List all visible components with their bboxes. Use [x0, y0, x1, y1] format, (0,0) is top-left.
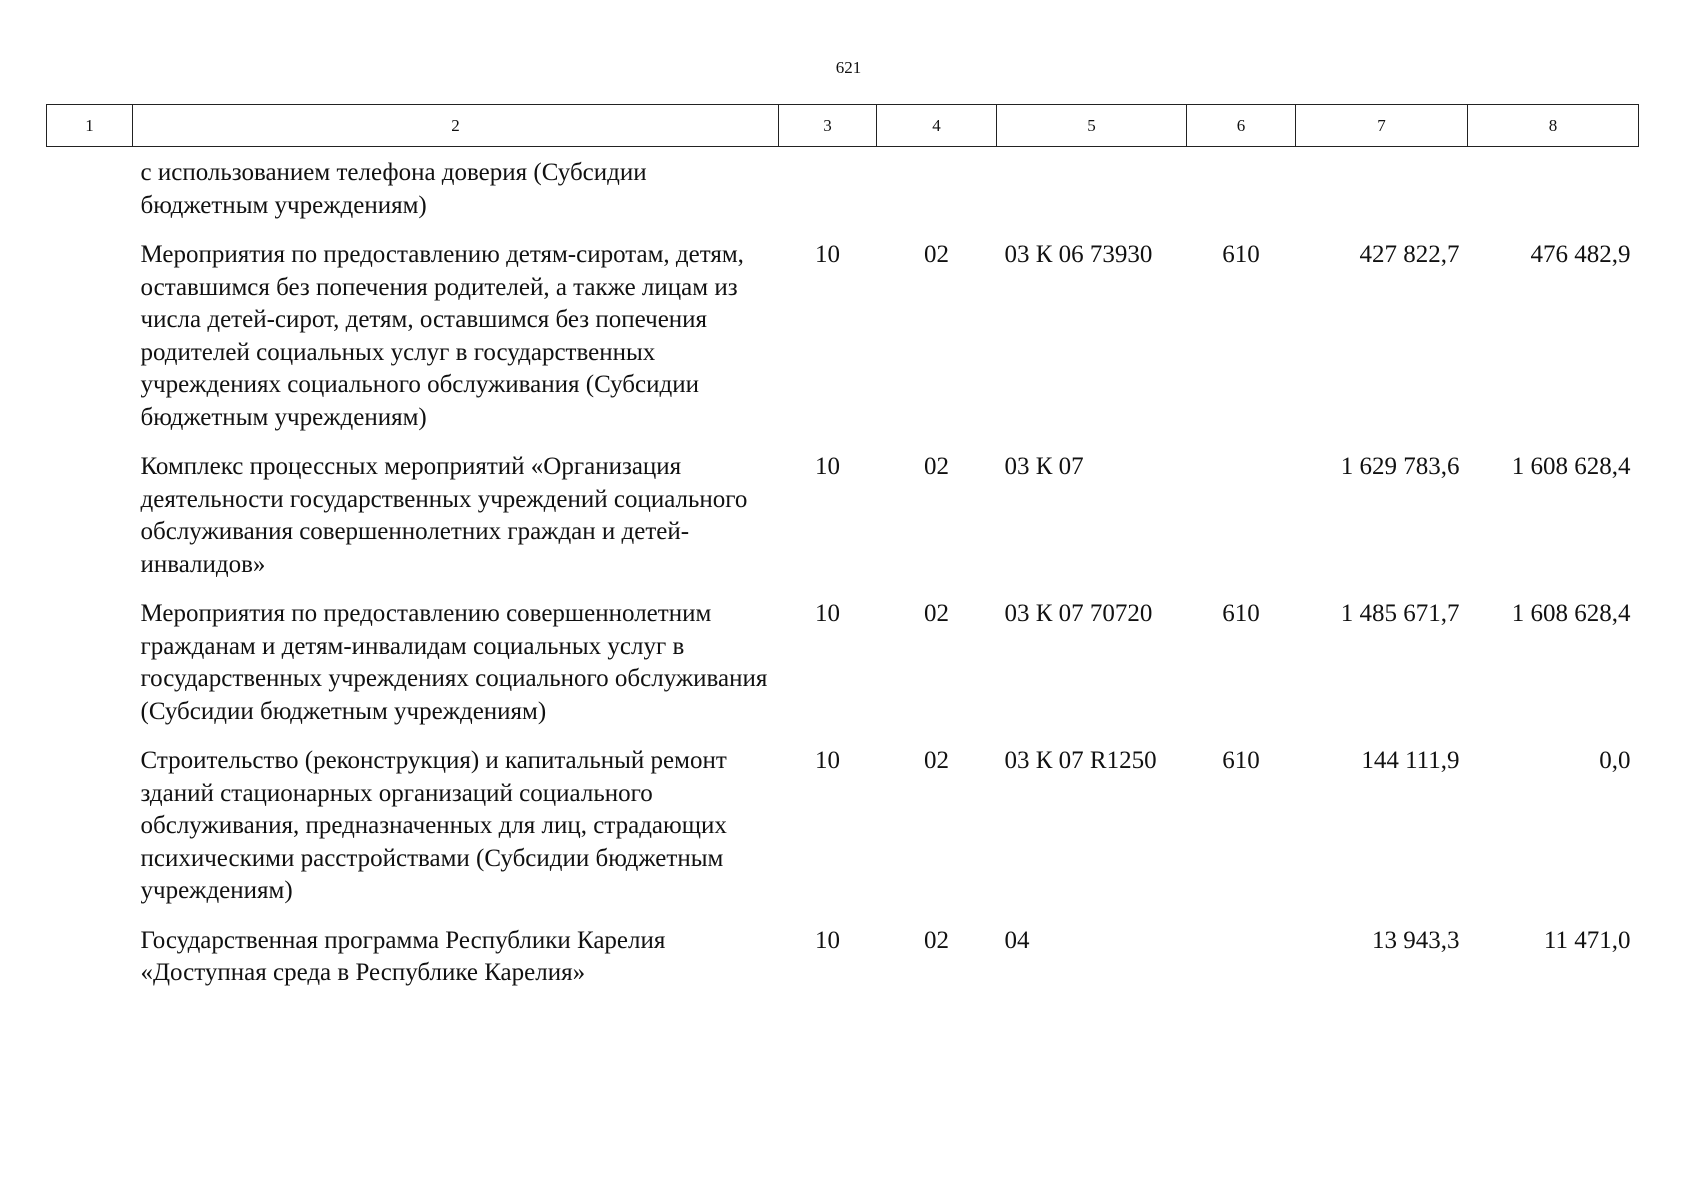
table-row — [47, 451, 1639, 598]
cell-amount-1 — [1296, 147, 1468, 240]
column-header: 2 — [133, 105, 779, 147]
cell-subsection — [877, 147, 997, 240]
cell-description: Мероприятия по предоставлению детям-сиротам, детям, оставшимся без попечения родителей, а также лицам из числа детей-сирот, детям, оставшимся без попечения родителей социальных услуг в государственных учреждениях социального обслуживания (Субсидии бюджетным учреждениям) — [140, 241, 744, 431]
column-header: 4 — [877, 105, 997, 147]
cell-section — [779, 147, 877, 240]
table-row — [47, 147, 1639, 240]
cell-amount-2: 1 608 628,4 — [1511, 453, 1631, 480]
cell-amount-1: 13 943,3 — [1372, 926, 1460, 954]
cell-col1 — [47, 147, 133, 240]
column-header: 3 — [779, 105, 877, 147]
cell-description: Строительство (реконструкция) и капитальный ремонт зданий стационарных организаций социального обслуживания, предназначенных для лиц, страдающих психическими расстройствами (Субсидии бюджетным учреждениям) — [140, 747, 727, 904]
cell-amount-1: 1 485 671,7 — [1340, 600, 1460, 627]
cell-section: 10 — [815, 747, 840, 774]
column-header: 8 — [1468, 105, 1639, 147]
cell-col1 — [47, 598, 133, 745]
table-row — [47, 745, 1639, 925]
cell-description: с использованием телефона доверия (Субсидии бюджетным учреждениям) — [140, 159, 647, 219]
cell-expense-type — [1187, 451, 1296, 598]
cell-col1 — [47, 925, 133, 1007]
table-row — [47, 598, 1639, 745]
cell-expense-type: 610 — [1222, 600, 1260, 627]
cell-description: Мероприятия по предоставлению совершеннолетним гражданам и детям-инвалидам социальных услуг в государственных учреждениях социального обслуживания (Субсидии бюджетным учреждениям) — [140, 600, 768, 725]
cell-description: Комплекс процессных мероприятий «Организация деятельности государственных учреждений социального обслуживания совершеннолетних граждан и детей-инвалидов» — [140, 453, 748, 578]
cell-target-article: 03 К 07 70720 — [1004, 600, 1153, 627]
cell-subsection: 02 — [924, 926, 949, 954]
table-row — [47, 925, 1639, 1007]
cell-section: 10 — [815, 453, 840, 480]
column-number-header-row — [47, 105, 1639, 147]
cell-target-article — [997, 147, 1187, 240]
cell-amount-2: 0,0 — [1599, 747, 1631, 774]
cell-target-article: 03 К 07 — [1004, 453, 1084, 480]
budget-table — [46, 104, 1639, 1007]
cell-amount-2: 476 482,9 — [1530, 241, 1631, 268]
cell-subsection: 02 — [924, 241, 949, 268]
cell-expense-type — [1187, 147, 1296, 240]
cell-amount-1: 144 111,9 — [1361, 747, 1460, 774]
cell-target-article: 03 К 07 R1250 — [1004, 747, 1157, 774]
cell-description: Государственная программа Республики Карелия «Доступная среда в Республике Карелия» — [140, 926, 666, 986]
cell-section: 10 — [815, 926, 840, 954]
column-header: 5 — [997, 105, 1187, 147]
cell-section: 10 — [815, 600, 840, 627]
table-row — [47, 239, 1639, 451]
cell-amount-1: 1 629 783,6 — [1340, 453, 1460, 480]
cell-section: 10 — [815, 241, 840, 268]
cell-amount-2: 11 471,0 — [1543, 926, 1631, 954]
cell-subsection: 02 — [924, 453, 949, 480]
cell-col1 — [47, 745, 133, 925]
cell-subsection: 02 — [924, 747, 949, 774]
column-header: 1 — [47, 105, 133, 147]
cell-amount-2 — [1468, 147, 1639, 240]
cell-col1 — [47, 451, 133, 598]
cell-col1 — [47, 239, 133, 451]
page-number: 621 — [835, 58, 862, 77]
cell-target-article: 03 К 06 73930 — [1004, 241, 1153, 268]
column-header: 7 — [1296, 105, 1468, 147]
cell-amount-2: 1 608 628,4 — [1511, 600, 1631, 627]
cell-target-article: 04 — [1004, 926, 1030, 954]
column-header: 6 — [1187, 105, 1296, 147]
cell-subsection: 02 — [924, 600, 949, 627]
cell-expense-type: 610 — [1222, 747, 1260, 774]
cell-amount-1: 427 822,7 — [1359, 241, 1460, 268]
cell-expense-type: 610 — [1222, 241, 1260, 268]
cell-expense-type — [1187, 925, 1296, 1007]
